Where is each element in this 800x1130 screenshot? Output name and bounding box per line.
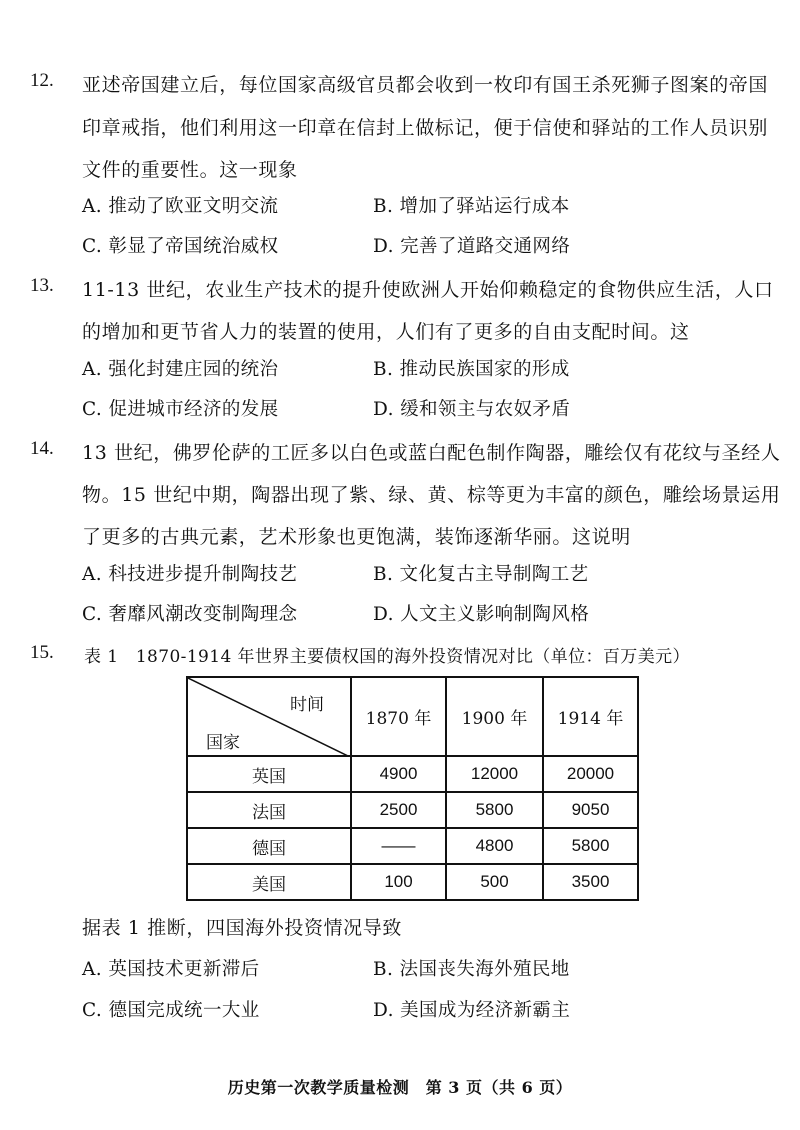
option-c[interactable]: C. 奢靡风潮改变制陶理念: [82, 604, 298, 625]
question-number: 12.: [30, 70, 54, 91]
country-cell: 英国: [187, 756, 351, 792]
question-number: 13.: [30, 275, 54, 296]
investment-table: [186, 676, 639, 901]
column-header: 1870 年: [351, 677, 446, 756]
option-b[interactable]: B. 法国丧失海外殖民地: [373, 959, 570, 980]
table-caption: 表 1 1870-1914 年世界主要债权国的海外投资情况对比（单位：百万美元）: [84, 647, 690, 667]
value-cell: 4800: [446, 828, 543, 864]
value-cell: 20000: [543, 756, 638, 792]
page-footer: 历史第一次教学质量检测 第 3 页（共 6 页）: [227, 1078, 573, 1097]
value-cell: 12000: [446, 756, 543, 792]
header-time-label: 时间: [290, 695, 324, 715]
option-c[interactable]: C. 德国完成统一大业: [82, 1000, 260, 1021]
question-number: 14.: [30, 438, 54, 459]
value-cell: 3500: [543, 864, 638, 900]
question-stem-line: 据表 1 推断，四国海外投资情况导致: [82, 917, 402, 939]
table-row: [187, 756, 638, 792]
value-cell: 9050: [543, 792, 638, 828]
diagonal-header-cell: [187, 677, 351, 756]
value-cell: 5800: [543, 828, 638, 864]
column-header: 1914 年: [543, 677, 638, 756]
option-a[interactable]: A. 强化封建庄园的统治: [82, 359, 279, 380]
country-cell: 德国: [187, 828, 351, 864]
question-stem-line: 11-13 世纪，农业生产技术的提升使欧洲人开始仰赖稳定的食物供应生活，人口: [82, 279, 774, 301]
country-cell: 法国: [187, 792, 351, 828]
table-header-row: [187, 677, 638, 756]
question-stem-line: 物。15 世纪中期，陶器出现了紫、绿、黄、棕等更为丰富的颜色，雕绘场景运用: [82, 484, 781, 506]
option-d[interactable]: D. 完善了道路交通网络: [373, 236, 571, 257]
question-stem-line: 的增加和更节省人力的装置的使用，人们有了更多的自由支配时间。这: [82, 321, 690, 343]
option-a[interactable]: A. 推动了欧亚文明交流: [82, 196, 279, 217]
question-number: 15.: [30, 642, 54, 663]
table-row: [187, 792, 638, 828]
table-row: [187, 828, 638, 864]
option-a[interactable]: A. 科技进步提升制陶技艺: [82, 564, 298, 585]
country-cell: 美国: [187, 864, 351, 900]
question-stem-line: 文件的重要性。这一现象: [82, 159, 298, 181]
header-country-label: 国家: [206, 733, 240, 753]
column-header: 1900 年: [446, 677, 543, 756]
option-a[interactable]: A. 英国技术更新滞后: [82, 959, 260, 980]
value-cell: 2500: [351, 792, 446, 828]
option-d[interactable]: D. 美国成为经济新霸主: [373, 1000, 571, 1021]
question-stem-line: 了更多的古典元素，艺术形象也更饱满，装饰逐渐华丽。这说明: [82, 526, 631, 548]
option-d[interactable]: D. 人文主义影响制陶风格: [373, 604, 590, 625]
question-stem-line: 印章戒指，他们利用这一印章在信封上做标记，便于信使和驿站的工作人员识别: [82, 117, 769, 139]
table-row: [187, 864, 638, 900]
option-b[interactable]: B. 增加了驿站运行成本: [373, 196, 570, 217]
value-cell: 5800: [446, 792, 543, 828]
question-stem-line: 亚述帝国建立后，每位国家高级官员都会收到一枚印有国王杀死狮子图案的帝国: [82, 74, 769, 96]
option-c[interactable]: C. 彰显了帝国统治威权: [82, 236, 279, 257]
question-stem-line: 13 世纪，佛罗伦萨的工匠多以白色或蓝白配色制作陶器，雕绘仅有花纹与圣经人: [82, 442, 781, 464]
option-d[interactable]: D. 缓和领主与农奴矛盾: [373, 399, 571, 420]
value-cell: 100: [351, 864, 446, 900]
option-c[interactable]: C. 促进城市经济的发展: [82, 399, 279, 420]
option-b[interactable]: B. 文化复古主导制陶工艺: [373, 564, 589, 585]
value-cell: ——: [351, 828, 446, 864]
value-cell: 500: [446, 864, 543, 900]
option-b[interactable]: B. 推动民族国家的形成: [373, 359, 570, 380]
value-cell: 4900: [351, 756, 446, 792]
